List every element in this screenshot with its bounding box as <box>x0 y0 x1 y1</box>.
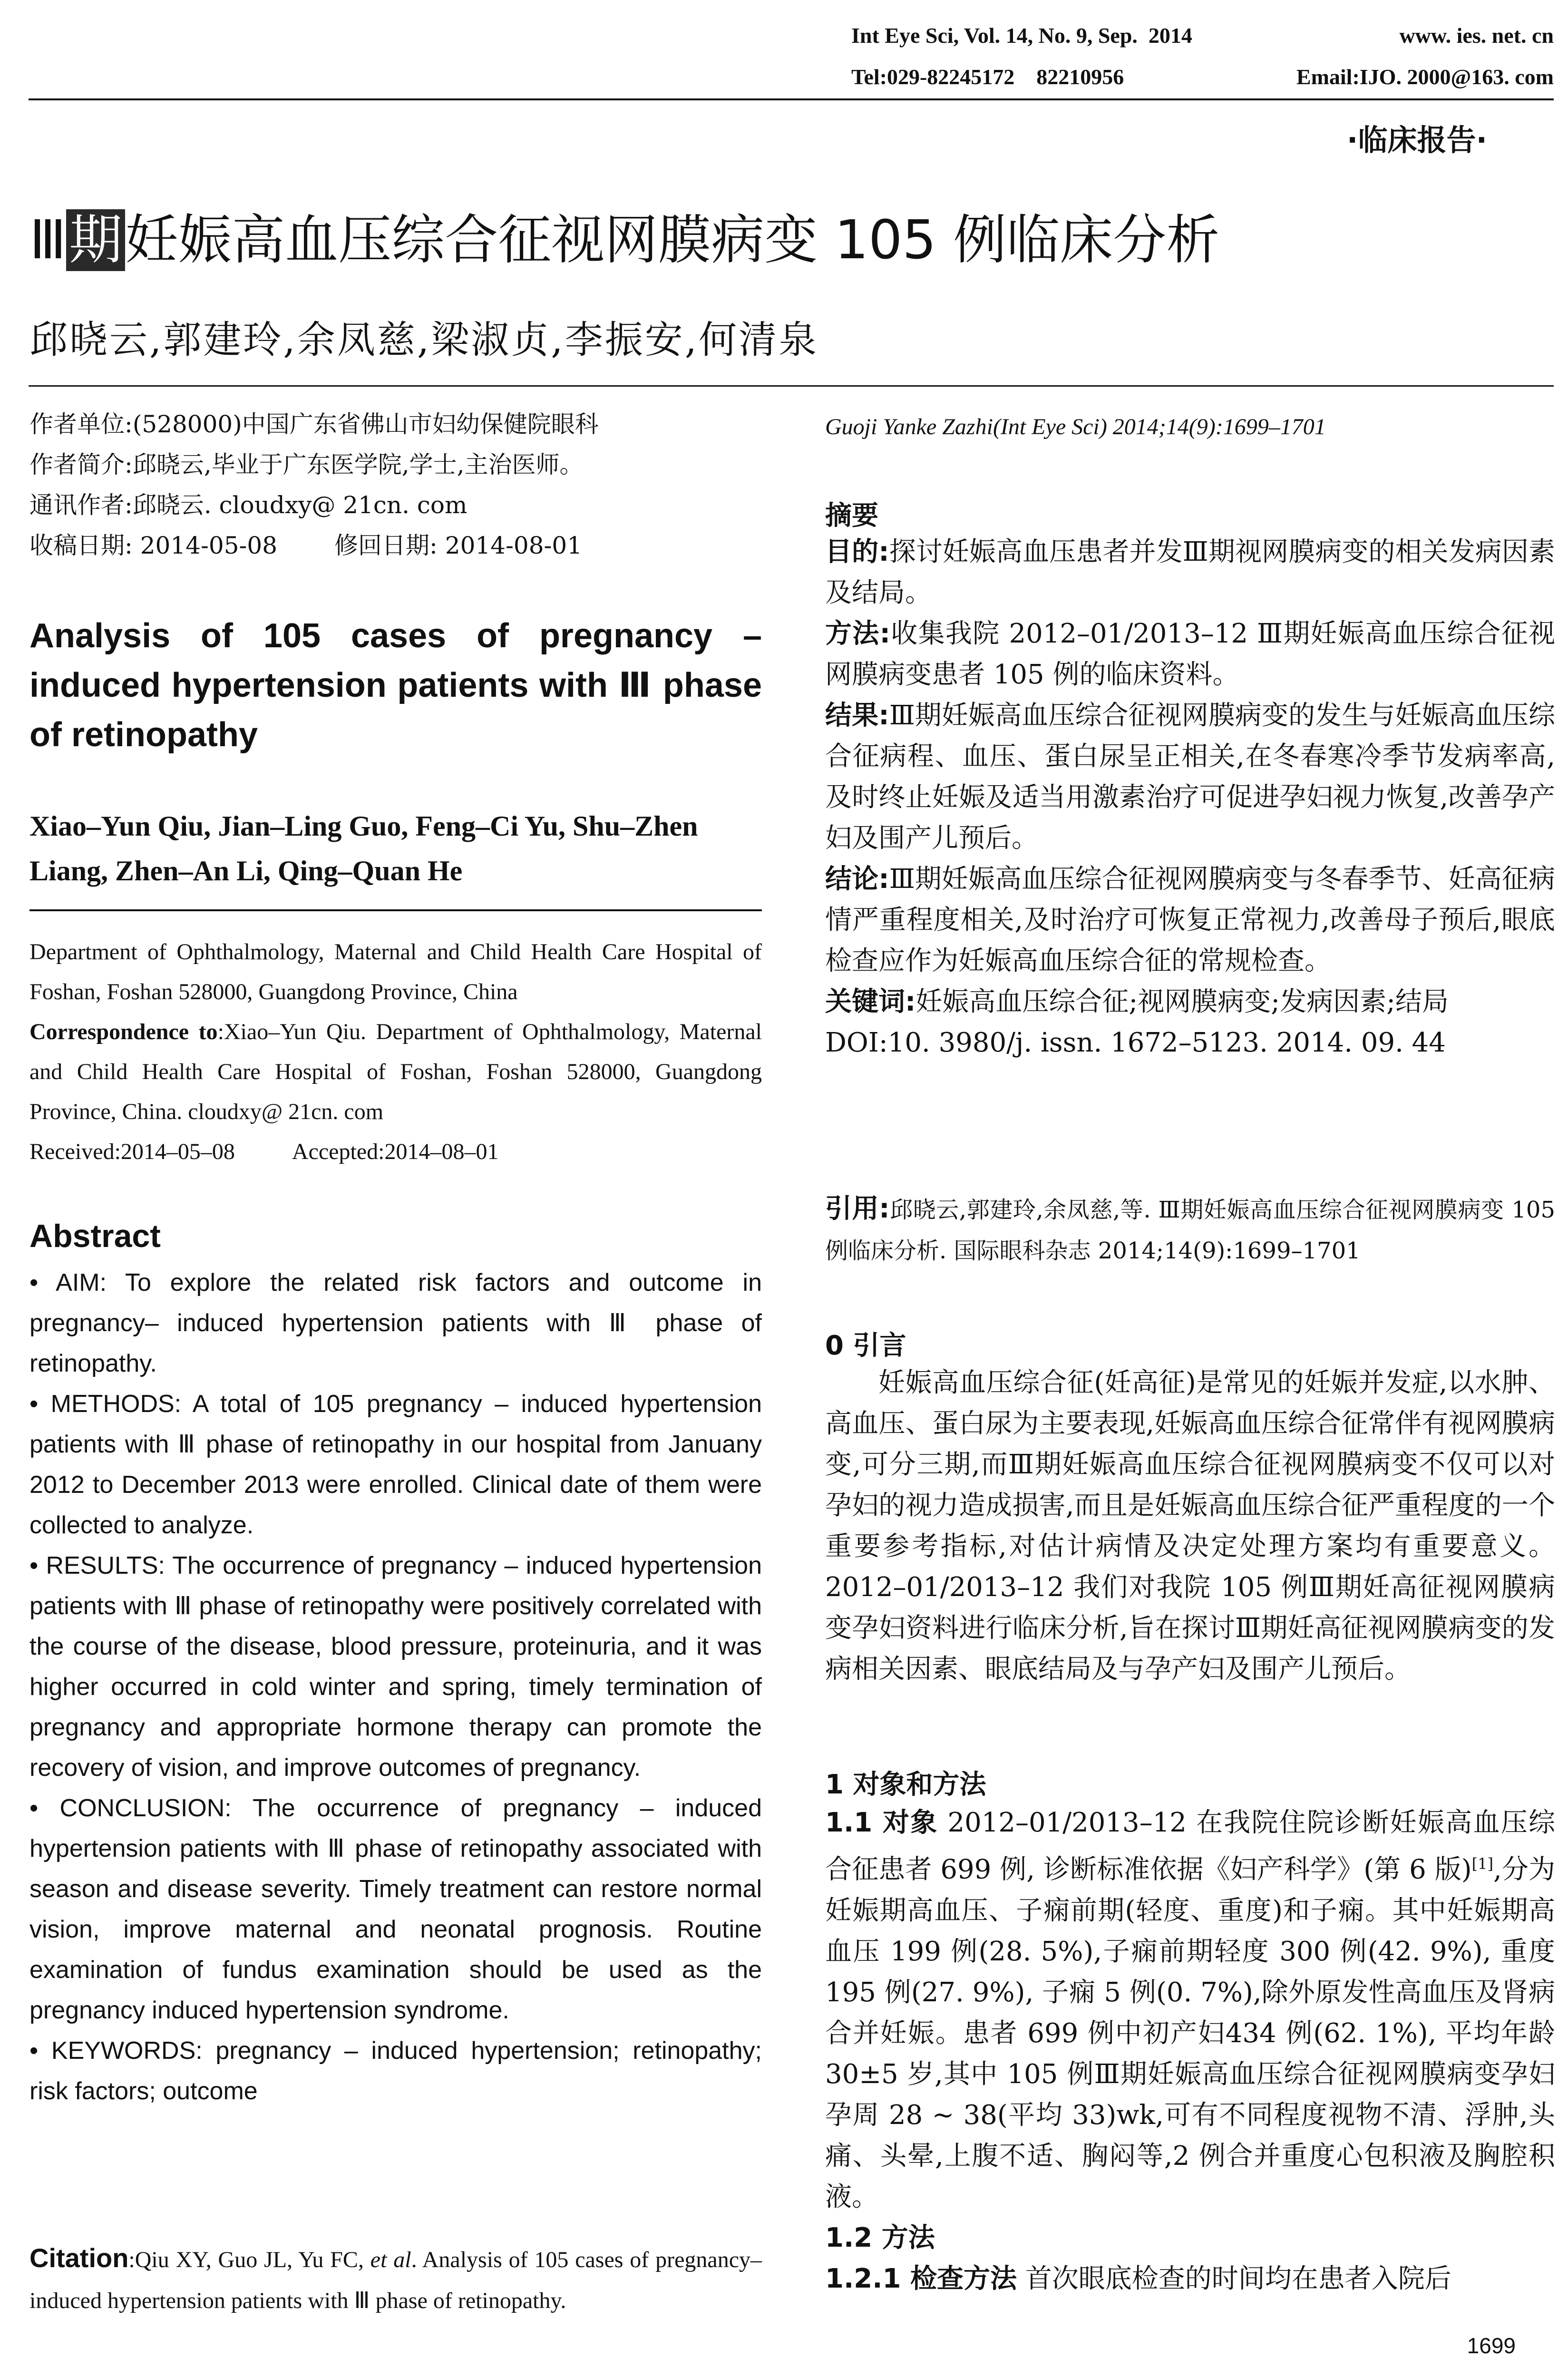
subjects-label: 1.1 对象 <box>825 1807 938 1838</box>
author-unit: 作者单位:(528000)中国广东省佛山市妇幼保健院眼科 <box>29 410 599 438</box>
correspondence-text: :Xiao–Yun Qiu. Department of Ophthalmology, Maternal and Child Health Care Hospital of Foshan, Foshan 528000, Guangdong Province, China. cloudxy@ 21cn. com <box>29 1019 762 1124</box>
cn-keywords-label: 关键词: <box>825 986 916 1017</box>
methods-heading: 1 对象和方法 <box>825 1769 986 1800</box>
abstract-results: • RESULTS: The occurrence of pregnancy – induced hypertension patients with Ⅲ phase of retinopathy were positively correlated with the course of the disease, blood pressure, proteinuria, and it was higher occurred in cold winter and spring, timely termination of pregnancy and appropriate hormone therapy can promote the recovery of vision, and improve outcomes of pregnancy. <box>29 1552 762 1782</box>
page-number: 1699 <box>1467 2333 1516 2358</box>
abstract-conclusion: • CONCLUSION: The occurrence of pregnancy – induced hypertension patients with Ⅲ phase of retinopathy associated with season and disease severity. Timely treatment can restore normal vision, improve maternal and neonatal prognosis. Routine examination of fundus examination should be used as the pregnancy induced hypertension syndrome. <box>29 1794 762 2024</box>
correspondence-label: Correspondence to <box>29 1019 218 1044</box>
citation-etal: et al <box>370 2247 411 2272</box>
title-highlight: 期 <box>66 209 125 271</box>
cn-abstract-keywords <box>825 982 1555 1023</box>
cn-aim-text: 探讨妊娠高血压患者并发Ⅲ期视网膜病变的相关发病因素及结局。 <box>825 536 1555 608</box>
english-authors-rule <box>29 909 762 911</box>
exam-paragraph <box>825 2259 1555 2299</box>
title-rest: 妊娠高血压综合征视网膜病变 105 例临床分析 <box>125 209 1220 271</box>
abstract-methods: • METHODS: A total of 105 pregnancy – induced hypertension patients with Ⅲ phase of retinopathy in our hospital from Januany 2012 to December 2013 were enrolled. Clinical date of them were collected to analyze. <box>29 1390 762 1539</box>
cn-keywords-text: 妊娠高血压综合征;视网膜病变;发病因素;结局 <box>915 986 1449 1017</box>
cn-methods-text: 收集我院 2012–01/2013–12 Ⅲ期妊娠高血压综合征视网膜病变患者 105 例的临床资料。 <box>825 618 1555 690</box>
cn-results-text: Ⅲ期妊娠高血压综合征视网膜病变的发生与妊娠高血压综合征病程、血压、蛋白尿呈正相关,在冬春寒冷季节发病率高,及时终止妊娠及适当用激素治疗可促进孕妇视力恢复,改善孕产妇及围产儿预后。 <box>825 700 1555 854</box>
intro-heading: 0 引言 <box>825 1330 906 1361</box>
cn-abstract-conclusion <box>825 859 1555 982</box>
subjects-paragraph <box>825 1802 1555 2218</box>
abstract-heading: Abstract <box>29 1218 161 1254</box>
cn-abstract-body <box>825 532 1555 1063</box>
exam-label: 1.2.1 检查方法 <box>825 2263 1017 2294</box>
department-en: Department of Ophthalmology, Maternal and Child Health Care Hospital of Foshan, Foshan 528000, Guangdong Province, China <box>29 939 762 1004</box>
revised-date-cn: 修回日期: 2014-08-01 <box>334 532 583 559</box>
citation-label: Citation <box>29 2243 129 2273</box>
cn-conclusion-label: 结论: <box>825 864 889 895</box>
methods-body <box>825 1802 1555 2299</box>
cn-abstract-methods <box>825 614 1555 695</box>
abstract-keywords: • KEYWORDS: pregnancy – induced hypertension; retinopathy; risk factors; outcome <box>29 2037 762 2105</box>
journal-website: www. ies. net. cn <box>1399 23 1554 48</box>
abstract-body <box>29 1263 762 2112</box>
article-title <box>29 197 1219 274</box>
cn-aim-label: 目的: <box>825 536 889 567</box>
dates-en <box>29 1132 762 1172</box>
english-affiliation <box>29 932 762 1172</box>
methods-subheading: 1.2 方法 <box>825 2222 935 2253</box>
corresponding-author: 通讯作者:邱晓云. cloudxy@ 21cn. com <box>29 491 467 519</box>
cn-abstract-heading: 摘要 <box>825 500 878 531</box>
intro-body <box>825 1363 1555 1690</box>
journal-phone: Tel:029-82245172 82210956 <box>851 65 1124 89</box>
english-title: Analysis of 105 cases of pregnancy – induced hypertension patients with Ⅲ phase of retinopathy <box>29 617 762 754</box>
subjects-text-a: 2012–01/2013–12 在我院住院诊断妊娠高血压综合征患者 699 例, 诊断标准依据《妇产科学》(第 6 版) <box>825 1807 1556 1885</box>
cn-citation-text: 邱晓云,郭建玲,余凤慈,等. Ⅲ期妊娠高血压综合征视网膜病变 105 例临床分析. 国际眼科杂志 2014;14(9):1699–1701 <box>825 1197 1555 1264</box>
accepted-date-en: Accepted:2014–08–01 <box>292 1139 499 1164</box>
english-authors: Xiao–Yun Qiu, Jian–Ling Guo, Feng–Ci Yu, Shu–Zhen Liang, Zhen–An Li, Qing–Quan He <box>29 810 698 887</box>
intro-paragraph: 妊娠高血压综合征(妊高征)是常见的妊娠并发症,以水肿、高血压、蛋白尿为主要表现,妊娠高血压综合征常伴有视网膜病变,可分三期,而Ⅲ期妊娠高血压综合征视网膜病变不仅可以对孕妇的视力造成损害,而且是妊娠高血压综合征严重程度的一个重要参考指标,对估计病情及决定处理方案均有重要意义。2012–01/2013–12 我们对我院 105 例Ⅲ期妊高征视网膜病变孕妇资料进行临床分析,旨在探讨Ⅲ期妊高征视网膜病变的发病相关因素、眼底结局及与孕产妇及围产儿预后。 <box>825 1367 1555 1685</box>
cn-abstract-aim <box>825 532 1555 614</box>
citation-text-after: . Analysis of 105 cases of pregnancy–induced hypertension patients with Ⅲ phase of retinopathy. <box>29 2247 762 2313</box>
journal-email: Email:IJO. 2000@163. com <box>1296 65 1554 89</box>
cn-conclusion-text: Ⅲ期妊娠高血压综合征视网膜病变与冬春季节、妊高征病情严重程度相关,及时治疗可恢复正常视力,改善母子预后,眼底检查应作为妊娠高血压综合征的常规检查。 <box>825 864 1555 976</box>
correspondence-en <box>29 1012 762 1132</box>
dates-cn <box>29 526 762 566</box>
header-rule <box>29 98 1554 100</box>
citation-text-before: :Qiu XY, Guo JL, Yu FC, <box>128 2247 370 2272</box>
section-label: ·临床报告· <box>1346 123 1487 157</box>
title-prefix: Ⅲ <box>29 209 67 271</box>
exam-text: 首次眼底检查的时间均在患者入院后 <box>1016 2263 1451 2294</box>
cn-citation <box>825 1189 1555 1271</box>
cn-doi: DOI:10. 3980/j. issn. 1672–5123. 2014. 09. 44 <box>825 1027 1446 1058</box>
received-date-cn: 收稿日期: 2014-05-08 <box>29 532 278 559</box>
author-bio: 作者简介:邱晓云,毕业于广东医学院,学士,主治医师。 <box>29 451 584 478</box>
citation-en <box>29 2238 762 2321</box>
cn-citation-label: 引用: <box>825 1193 890 1224</box>
abstract-aim: • AIM: To explore the related risk factors and outcome in pregnancy– induced hypertension patients with Ⅲ phase of retinopathy. <box>29 1269 762 1377</box>
journal-reference: Guoji Yanke Zazhi(Int Eye Sci) 2014;14(9):1699–1701 <box>825 414 1326 439</box>
author-meta-cn <box>29 404 762 566</box>
received-date-en: Received:2014–05–08 <box>29 1139 235 1164</box>
cn-methods-label: 方法: <box>825 618 890 649</box>
journal-volume-info: Int Eye Sci, Vol. 14, No. 9, Sep. 2014 <box>851 23 1192 48</box>
authors-cn: 邱晓云,郭建玲,余凤慈,梁淑贞,李振安,何清泉 <box>29 318 819 362</box>
reference-marker: [1] <box>1471 1855 1493 1873</box>
cn-results-label: 结果: <box>825 700 889 731</box>
cn-abstract-results <box>825 695 1555 859</box>
subjects-text-b: ,分为妊娠期高血压、子痫前期(轻度、重度)和子痫。其中妊娠期高血压 199 例(28. 5%),子痫前期轻度 300 例(42. 9%), 重度 195 例(27. 9%), 子痫 5 例(0. 7%),除外原发性高血压及肾病合并妊娠。患者 699 例中初产妇434 例(62. 1%), 平均年龄 30±5 岁,其中 105 例Ⅲ期妊娠高血压综合征视网膜病变孕妇孕周 28 ~ 38(平均 33)wk,可有不同程度视物不清、浮肿,头痛、头晕,上腹不适、胸闷等,2 例合并重度心包积液及胸腔积液。 <box>825 1854 1555 2212</box>
authors-rule <box>29 385 1554 387</box>
